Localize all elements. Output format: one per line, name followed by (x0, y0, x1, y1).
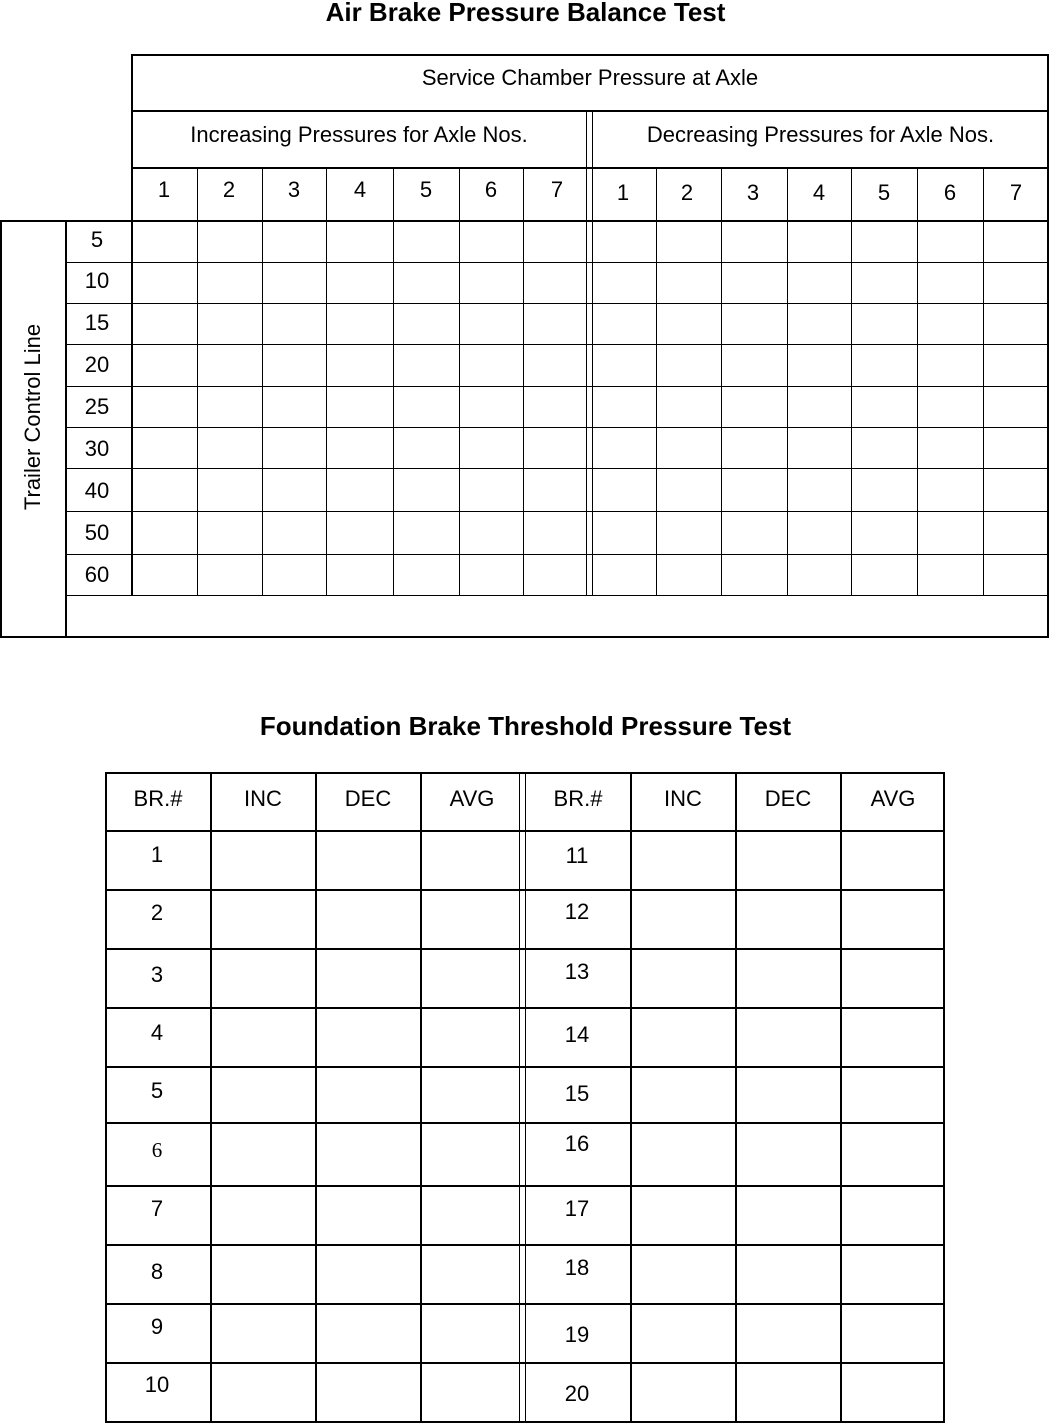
col-avg-left: AVG (449, 786, 495, 811)
pressure-row-30: 30 (84, 436, 110, 461)
axle-inc-1: 1 (157, 177, 171, 202)
col-brake-number-right: BR.# (553, 786, 603, 811)
brake-number: 11 (565, 843, 589, 868)
axle-inc-5: 5 (419, 177, 433, 202)
pressure-row-5: 5 (90, 227, 104, 252)
pressure-row-20: 20 (84, 352, 110, 377)
trailer-control-line-label: Trailer Control Line (20, 323, 45, 511)
axle-inc-6: 6 (484, 177, 498, 202)
axle-inc-7: 7 (550, 177, 564, 202)
axle-dec-5: 5 (877, 180, 891, 205)
pressure-row-10: 10 (84, 268, 110, 293)
brake-number: 5 (150, 1078, 164, 1103)
brake-number: 19 (564, 1322, 590, 1347)
axle-inc-3: 3 (287, 177, 301, 202)
brake-number: 15 (564, 1081, 590, 1106)
axle-dec-7: 7 (1009, 180, 1023, 205)
col-avg-right: AVG (870, 786, 916, 811)
brake-number: 1 (150, 842, 164, 867)
brake-number: 4 (150, 1020, 164, 1045)
brake-number: 14 (564, 1022, 590, 1047)
axle-dec-4: 4 (812, 180, 826, 205)
pressure-row-50: 50 (84, 520, 110, 545)
balance-test-title: Air Brake Pressure Balance Test (325, 0, 726, 27)
brake-number: 17 (564, 1196, 590, 1221)
brake-number: 16 (564, 1131, 590, 1156)
increasing-pressures-header: Increasing Pressures for Axle Nos. (190, 122, 528, 147)
service-chamber-header: Service Chamber Pressure at Axle (421, 65, 759, 90)
pressure-row-40: 40 (84, 478, 110, 503)
axle-dec-6: 6 (943, 180, 957, 205)
axle-dec-1: 1 (616, 180, 630, 205)
col-inc-left: INC (244, 786, 282, 811)
brake-number: 9 (150, 1314, 164, 1339)
decreasing-pressures-header: Decreasing Pressures for Axle Nos. (646, 122, 995, 147)
col-dec-right: DEC (764, 786, 812, 811)
axle-inc-2: 2 (222, 177, 236, 202)
col-inc-right: INC (664, 786, 702, 811)
brake-number: 18 (564, 1255, 590, 1280)
axle-dec-2: 2 (680, 180, 694, 205)
axle-inc-4: 4 (353, 177, 367, 202)
brake-number: 20 (564, 1381, 590, 1406)
brake-number: 8 (150, 1259, 164, 1284)
axle-dec-3: 3 (746, 180, 760, 205)
brake-number: 10 (144, 1372, 170, 1397)
brake-number: 13 (564, 959, 590, 984)
brake-number: 3 (150, 962, 164, 987)
brake-number: 7 (150, 1196, 164, 1221)
col-brake-number-left: BR.# (133, 786, 183, 811)
brake-number: 2 (150, 900, 164, 925)
threshold-test-title: Foundation Brake Threshold Pressure Test (259, 711, 792, 741)
pressure-row-15: 15 (84, 310, 110, 335)
brake-number: 6 (151, 1138, 163, 1162)
col-dec-left: DEC (344, 786, 392, 811)
pressure-row-25: 25 (84, 394, 110, 419)
brake-number: 12 (564, 899, 590, 924)
pressure-row-60: 60 (84, 562, 110, 587)
